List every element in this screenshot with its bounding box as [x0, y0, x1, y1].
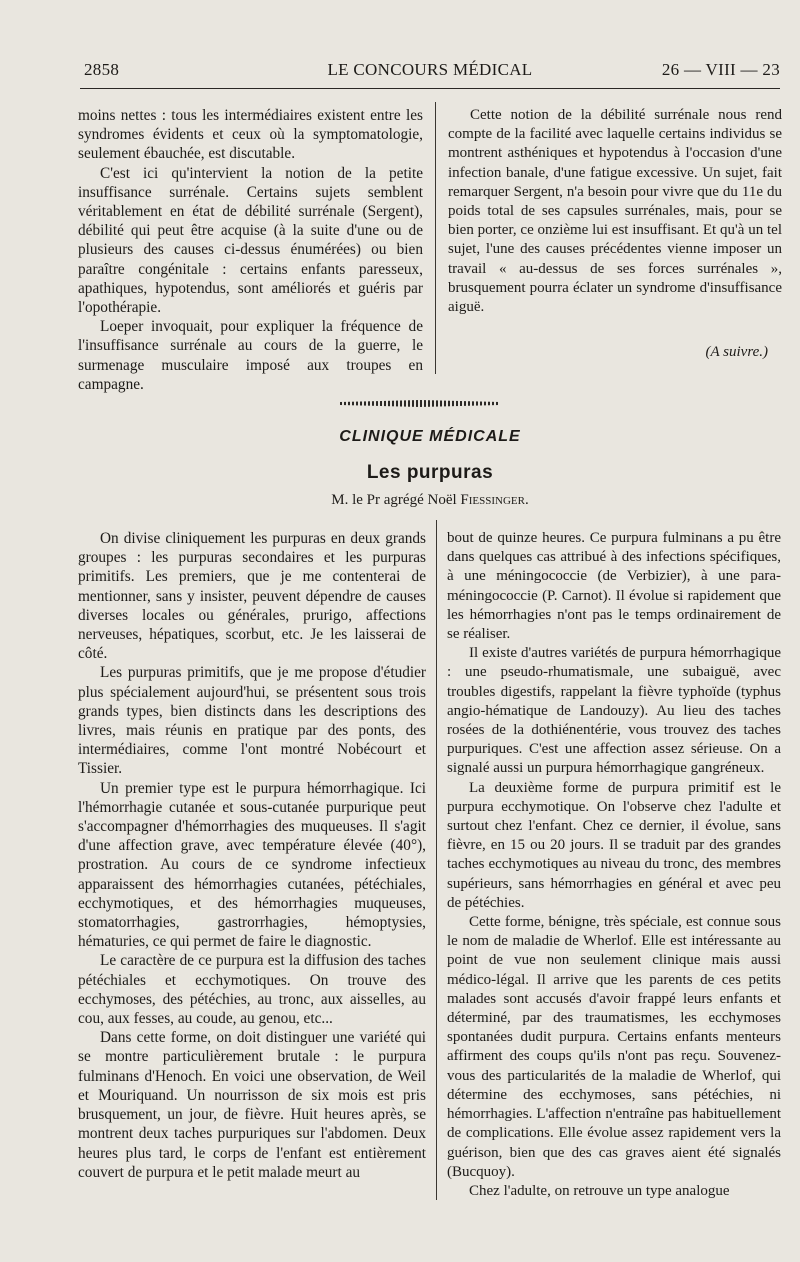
issue-date: 26 — VIII — 23 — [661, 60, 780, 79]
paragraph: moins nettes : tous les intermédiaires existent entre les syndromes évidents et ceux où la symptomatologie, seulement ébauchée, est discutable. — [78, 107, 423, 163]
section-ornament — [340, 398, 500, 408]
top-left-column — [78, 106, 423, 394]
header-rule — [80, 88, 780, 89]
paragraph: Cette notion de la débilité surrénale nous rend compte de la facilité avec laquelle certains individus se montrent asthéniques et hypotendus à l'occasion d'une infection banale, d'une fatigue excessive. Un sujet, fait remarquer Sergent, n'a besoin pour vivre que du 11e du poids total de ses capsules surrénales, mais, pour se bien porter, ce onzième lui est insuffisant. Et qu'à un tel sujet, l'une des causes précédentes vienne imposer un travail « au-dessus de ses forces surrénales », brusquement pourra éclater un syndrome d'insuffisance aiguë. — [448, 107, 782, 316]
paragraph: C'est ici qu'intervient la notion de la petite insuffisance surrénale. Certains sujets semblent véritablement en état de débilité surrénale (Sergent), débilité qui peut être acquise (à la suite d'une ou de plusieurs des causes ci-dessus énumérées) ou bien paraître congénitale : certains enfants paresseux, apathiques, hypotendus, sont améliorés et guéris par l'opothérapie. — [78, 164, 423, 317]
paragraph: Cette forme, bénigne, très spéciale, est connue sous le nom de maladie de Wherlof. Elle est intéressante au point de vue non seulement clinique mais aussi médico-légal. Il arrive que les parents de ces petits malades sont accusés d'avoir frappé leurs enfants et déterminé, par des traumatismes, les ecchymoses spontanées dudit purpura. Certains enfants menteurs affirment des coups qu'ils n'ont pas reçu. Souvenez-vous des particularités de la maladie de Wherlof, qui détermine des ecchymoses, sans pétéchies, ni hémorrhagies. L'affection n'entraîne pas habituellement de complications. Elle évolue assez rapidement vers la guérison, bien que des cas graves aient été signalés (Bucquoy). — [447, 914, 781, 1180]
column-divider — [436, 520, 437, 1200]
column-divider — [435, 102, 436, 374]
article-title: Les purpuras — [366, 462, 494, 483]
paragraph: On divise cliniquement les purpuras en deux grands groupes : les purpuras secondaires et les purpuras primitifs. Les premiers, que je me contenterai de mentionner, sans y insister, peuvent dépendre de causes diverses locales ou générales, prurigo, affections nerveuses, hépatiques, scorbut, etc. Je les laisserai de côté. — [78, 530, 426, 663]
paragraph: Dans cette forme, on doit distinguer une variété qui se montre particulièrement brutale : le purpura fulminans d'Henoch. En voici une observation, de Weil et Mouriquand. Un nourrisson de six mois est pris brusquement, un jour, de fièvre. Huit heures après, se montrent deux taches purpuriques sur l'abdomen. Deux heures plus tard, le corps de l'enfant est entièrement couvert de purpura et le petit malade meurt au — [78, 1029, 426, 1181]
journal-title: LE CONCOURS MÉDICAL — [327, 60, 533, 79]
bottom-left-column — [78, 529, 426, 1182]
paragraph: Un premier type est le purpura hémorrhagique. Ici l'hémorrhagie cutanée et sous-cutanée purpurique peut s'accompagner d'hémorrhagies des muqueuses. Il s'agit d'une affection grave, avec température élevée (40°), prostration. Au cours de ce syndrome infectieux apparaissent des hémorrhagies cutanées, pétéchiales, ecchymotiques, et des hémorrhagies muqueuses, stomatorrhagies, gastrorrhagies, hémoptysies, hématuries, ce qui permet de faire le diagnostic. — [78, 779, 426, 951]
paragraph: Il existe d'autres variétés de purpura hémorrhagique : une pseudo-rhumatismale, une subaiguë, avec troubles digestifs, rappelant la fièvre typhoïde (typhus angio-hématique de Landouzy). Au lieu des taches rosées de la dothiénentérie, vous trouvez des taches purpuriques. C'est une affection assez sérieuse. On a signalé aussi un purpura hémorrhagique gangréneux. — [447, 645, 781, 777]
paragraph: Loeper invoquait, pour expliquer la fréquence de l'insuffisance surrénale au cours de la guerre, le surmenage musculaire imposé aux troupes en campagne. — [78, 318, 423, 393]
paragraph: La deuxième forme de purpura primitif est le purpura ecchymotique. On l'observe chez l'adulte et surtout chez l'enfant. Chez ce dernier, il évolue, sans fièvre, en 15 ou 20 jours. Il se traduit par des grandes taches ecchymotiques au niveau du tronc, des membres supérieurs, sans hémorrhagies en général et avec peu de pétéchies. — [447, 779, 781, 911]
paragraph: Les purpuras primitifs, que je me propose d'étudier plus spécialement aujourd'hui, se présentent sous trois grands types, bien distincts dans les descriptions des livres, mais réunis en pratique par des ponts, des intermédiaires, comme l'ont montré Nobécourt et Tissier. — [78, 664, 426, 778]
paragraph: Le caractère de ce purpura est la diffusion des taches pétéchiales et ecchymotiques. On trouve des ecchymoses, des pétéchies, au tronc, aux aisselles, au cou, aux fesses, au coude, au genou, etc... — [78, 952, 426, 1028]
author-name: Fiessinger. — [460, 492, 529, 508]
author-prefix: M. le Pr agrégé Noël — [331, 492, 457, 508]
paragraph: Chez l'adulte, on retrouve un type analogue — [469, 1182, 730, 1199]
article-author — [80, 492, 780, 509]
top-right-column — [448, 106, 782, 317]
section-heading: CLINIQUE MÉDICALE — [339, 428, 521, 445]
running-header — [80, 58, 780, 86]
to-be-continued: (A suivre.) — [705, 344, 768, 360]
page-number: 2858 — [84, 60, 120, 79]
bottom-right-column — [447, 529, 781, 1201]
paragraph: bout de quinze heures. Ce purpura fulminans a pu être dans quelques cas attribué à des infections spécifiques, à une méningococcie (de Verbizier), à une para-méningococcie (P. Carnot). Il évolue si rapidement que les hémorrhagies n'ont pas le temps ordinairement de se réaliser. — [447, 530, 781, 643]
